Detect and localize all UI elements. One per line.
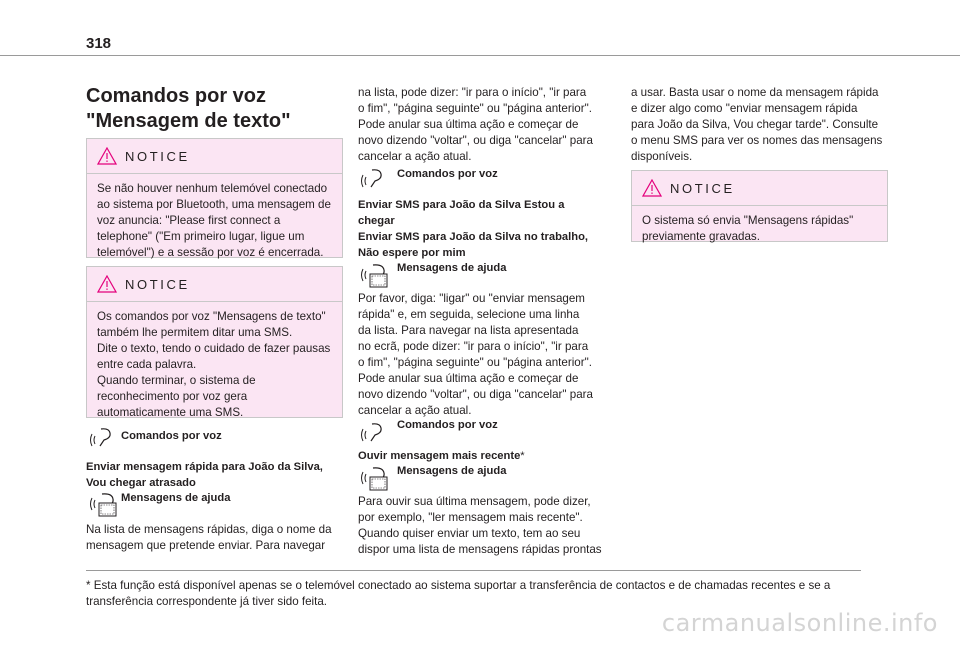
notice-divider [632, 205, 887, 206]
notice-divider [87, 173, 342, 174]
watermark: carmanualsonline.info [661, 609, 938, 637]
header-rule [0, 55, 960, 56]
voice-command-example [358, 448, 525, 464]
voice-command-icon [360, 167, 386, 189]
help-messages-icon [359, 262, 389, 288]
voice-command-label: Comandos por voz [397, 419, 498, 431]
voice-command-icon [89, 426, 115, 448]
voice-command-label: Comandos por voz [121, 430, 222, 442]
help-messages-text: Por favor, diga: "ligar" ou "enviar mensagem rápida" e, em seguida, selecione uma linha da lista. Para navegar na lista apresentada no ecrã, pode dizer: "ir para o início", "ir para o fim", "página seguinte" ou "página anterior". Pode anular sua última ação e começar de novo dizendo "voltar", ou diga "cancelar" para cancelar a ação atual. [358, 292, 593, 417]
help-messages-label: Mensagens de ajuda [397, 262, 507, 274]
title-line-2: "Mensagem de texto" [86, 110, 291, 132]
notice-title: NOTICE [125, 148, 190, 164]
title-line-1: Comandos por voz [86, 85, 267, 107]
notice-text: O sistema só envia "Mensagens rápidas" previamente gravadas. [642, 214, 854, 243]
footnote: * Esta função está disponível apenas se o telemóvel conectado ao sistema suportar a transferência de contactos e de chamadas recentes e se a transferência correspondente já tiver sido feita. [86, 579, 831, 608]
help-messages-label: Mensagens de ajuda [121, 492, 231, 504]
notice-divider [87, 301, 342, 302]
voice-command-text: Ouvir mensagem mais recente [358, 450, 521, 462]
notice-box-2 [86, 266, 343, 418]
help-messages-text: Na lista de mensagens rápidas, diga o nome da mensagem que pretende enviar. Para navegar [86, 523, 332, 552]
notice-text: Se não houver nenhum telemóvel conectado ao sistema por Bluetooth, uma mensagem de voz anuncia: "Please first connect a telephone" ("Em primeiro lugar, ligue um telemóvel") e a sessão por voz é encerrada. [97, 182, 331, 259]
page-title [86, 84, 346, 134]
warning-triangle-icon [97, 147, 117, 165]
voice-command-example: Enviar mensagem rápida para João da Silva, Vou chegar atrasado [86, 461, 323, 489]
voice-command-label: Comandos por voz [397, 168, 498, 180]
notice-text: Os comandos por voz "Mensagens de texto" também lhe permitem ditar uma SMS. Dite o texto, tendo o cuidado de fazer pausas entre cada palavra. Quando terminar, o sistema de reconhecimento por voz gera automaticamente uma SMS. [97, 310, 331, 419]
voice-command-example: Enviar SMS para João da Silva Estou a chegar Enviar SMS para João da Silva no trabalho, Não espere por mim [358, 199, 589, 259]
help-messages-text: Para ouvir sua última mensagem, pode dizer, por exemplo, "ler mensagem mais recente". Quando quiser enviar um texto, tem ao seu dispor uma lista de mensagens rápidas prontas [358, 495, 602, 556]
footnote-marker: * [520, 450, 525, 462]
warning-triangle-icon [642, 179, 662, 197]
notice-title: NOTICE [670, 180, 735, 196]
warning-triangle-icon [97, 275, 117, 293]
navigation-text: na lista, pode dizer: "ir para o início", "ir para o fim", "página seguinte" ou "página anterior". Pode anular sua última ação e começar de novo dizendo "voltar", ou diga "cancelar" para cancelar a ação atual. [358, 86, 593, 163]
help-messages-icon [88, 491, 118, 517]
page-number: 318 [86, 35, 112, 52]
notice-box-3 [631, 170, 888, 242]
notice-title: NOTICE [125, 276, 190, 292]
help-messages-label: Mensagens de ajuda [397, 465, 507, 477]
notice-box-1 [86, 138, 343, 258]
voice-command-icon [360, 421, 386, 443]
help-messages-icon [359, 465, 389, 491]
sms-menu-text: a usar. Basta usar o nome da mensagem rápida e dizer algo como "enviar mensagem rápida para João da Silva, Vou chegar tarde". Consulte o menu SMS para ver os nomes das mensagens disponíveis. [631, 86, 883, 163]
footnote-rule [86, 570, 861, 571]
